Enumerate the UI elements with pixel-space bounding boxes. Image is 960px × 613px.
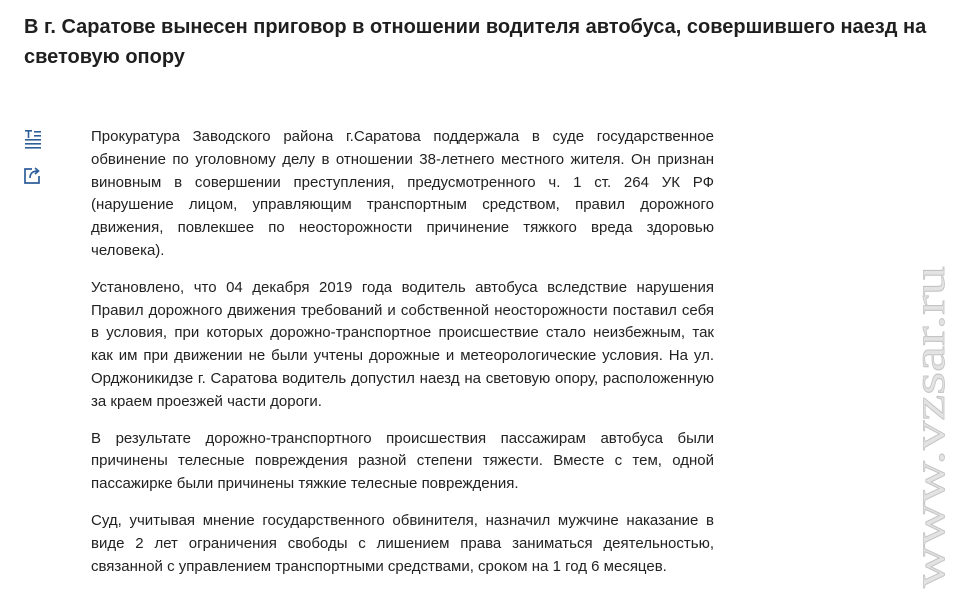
article-body [91, 126, 714, 592]
share-icon[interactable] [22, 164, 44, 186]
article-title: В г. Саратове вынесен приговор в отношении водителя автобуса, совершившего наезд на световую опору [24, 16, 927, 68]
paragraph: Суд, учитывая мнение государственного обвинителя, назначил мужчине наказание в виде 2 лет ограничения свободы с лишением права заниматься деятельностью, связанной с управлением транспортными средствами, сроком на 1 год 6 месяцев. [91, 511, 714, 575]
paragraph: Прокуратура Заводского района г.Саратова поддержала в суде государственное обвинение по уголовному делу в отношении 38-летнего местного жителя. Он признан виновным в совершении преступления, предусмотренного ч. 1 ст. 264 УК РФ (нарушение лицом, управляющим транспортным средством, правил дорожного движения, повлекшее по неосторожности причинение тяжкого вреда здоровью человека). [91, 128, 714, 259]
watermark-text: www.vzsar.ru [905, 346, 954, 588]
paragraph: Установлено, что 04 декабря 2019 года водитель автобуса вследствие нарушения Правил дорожного движения требований и собственной неосторожности поставил себя в условия, при которых дорожно-транспортное происшествие стало неизбежным, так как им при движении не были учтены дорожные и метеорологические условия. На ул. Орджоникидзе г. Саратова водитель допустил наезд на световую опору, расположенную за краем проезжей части дороги. [91, 278, 714, 410]
watermark [902, 266, 958, 596]
text-format-icon[interactable] [22, 128, 44, 150]
article-tools [22, 128, 48, 200]
paragraph: В результате дорожно-транспортного происшествия пассажирам автобуса были причинены телесные повреждения разной степени тяжести. Вместе с тем, одной пассажирке были причинены тяжкие телесные повреждения. [91, 429, 714, 493]
